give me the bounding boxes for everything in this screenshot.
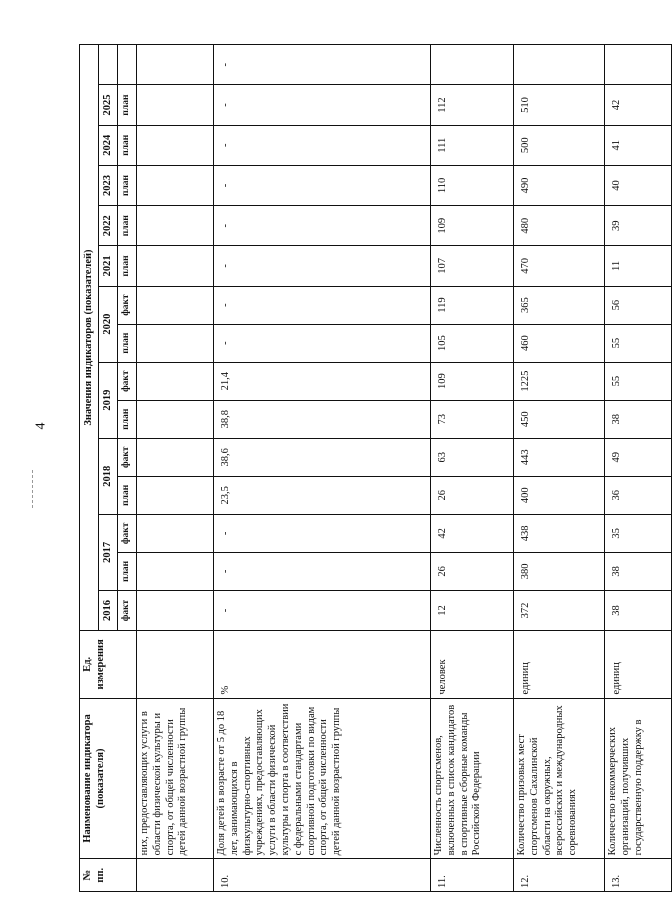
value-cell: 490 <box>514 165 605 205</box>
value-cell: 380 <box>514 552 605 590</box>
value-cell: 56 <box>605 286 672 324</box>
value-cell: 39 <box>605 206 672 246</box>
value-cell <box>137 85 214 125</box>
value-cell <box>137 246 214 286</box>
value-cell: 38,6 <box>214 438 431 476</box>
sub-2019-plan: план <box>118 400 137 438</box>
value-cell <box>431 45 514 85</box>
value-cell <box>137 362 214 400</box>
value-cell: 12 <box>431 590 514 630</box>
value-cell: 23,5 <box>214 476 431 514</box>
value-cell: 38 <box>605 590 672 630</box>
year-2018: 2018 <box>99 438 118 514</box>
value-cell: 119 <box>431 286 514 324</box>
value-cell: 1225 <box>514 362 605 400</box>
value-cell: - <box>214 324 431 362</box>
table-row <box>605 45 672 892</box>
sub-2023-plan: план <box>118 165 137 205</box>
value-cell <box>137 45 214 85</box>
indicator-name: Количество призовых мест спортсменов Сахалинской области на окружных, всероссийских и международных соревнованиях <box>514 698 605 859</box>
indicator-name: Численность спортсменов, включенных в список кандидатов в спортивные сборные команды Российской Федерации <box>431 698 514 859</box>
value-cell: 460 <box>514 324 605 362</box>
indicator-name: Доля детей в возрасте от 5 до 18 лет, занимающихся в физкультурно-спортивных учреждениях, предоставляющих услуги в области физической культуры и спорта в соответствии с федеральными стандартами спортивной подготовки по видам спорта, от общей численности детей данной возрастной группы <box>214 698 431 859</box>
value-cell: 35 <box>605 514 672 552</box>
year-2023: 2023 <box>99 165 118 205</box>
value-cell: - <box>214 165 431 205</box>
sub-2020-fact: факт <box>118 286 137 324</box>
value-cell: 42 <box>605 85 672 125</box>
sub-2024-plan: план <box>118 125 137 165</box>
sub-2018-plan: план <box>118 476 137 514</box>
value-cell: 26 <box>431 476 514 514</box>
value-cell: 438 <box>514 514 605 552</box>
row-number: 11. <box>431 859 514 892</box>
unit <box>137 631 214 698</box>
row-number <box>137 859 214 892</box>
value-cell: 107 <box>431 246 514 286</box>
value-cell: 110 <box>431 165 514 205</box>
sub-2021-plan: план <box>118 246 137 286</box>
year-2017: 2017 <box>99 514 118 590</box>
value-cell <box>137 438 214 476</box>
value-cell: 470 <box>514 246 605 286</box>
value-cell: 443 <box>514 438 605 476</box>
value-cell <box>137 324 214 362</box>
value-cell <box>137 165 214 205</box>
header-values: Значения индикаторов (показателей) <box>80 45 99 631</box>
value-cell: 510 <box>514 85 605 125</box>
value-cell: - <box>214 206 431 246</box>
year-2025: 2025 <box>99 85 118 125</box>
year-2021: 2021 <box>99 246 118 286</box>
value-cell <box>514 45 605 85</box>
indicator-name: Количество некоммерческих организаций, получивших государственную поддержку в <box>605 698 672 859</box>
sub-2020-plan: план <box>118 324 137 362</box>
year-2020: 2020 <box>99 286 118 362</box>
value-cell <box>137 590 214 630</box>
value-cell: 105 <box>431 324 514 362</box>
value-cell: - <box>214 286 431 324</box>
sub-2017-plan: план <box>118 552 137 590</box>
row-number: 10. <box>214 859 431 892</box>
value-cell: 21,4 <box>214 362 431 400</box>
value-cell: 55 <box>605 324 672 362</box>
value-cell: 372 <box>514 590 605 630</box>
value-cell: 38 <box>605 400 672 438</box>
indicator-table <box>79 44 672 892</box>
table-row <box>431 45 514 892</box>
year-2024: 2024 <box>99 125 118 165</box>
header-name: Наименование индикатора (показателя) <box>80 698 137 859</box>
value-cell <box>605 45 672 85</box>
sub-2025-plan: план <box>118 85 137 125</box>
value-cell: - <box>214 514 431 552</box>
value-cell <box>137 400 214 438</box>
year-2016: 2016 <box>99 590 118 630</box>
year-extra <box>99 45 118 85</box>
value-cell: 40 <box>605 165 672 205</box>
value-cell: - <box>214 590 431 630</box>
value-cell: 450 <box>514 400 605 438</box>
sub-extra <box>118 45 137 85</box>
sub-2017-fact: факт <box>118 514 137 552</box>
table-row <box>137 45 214 892</box>
value-cell: 111 <box>431 125 514 165</box>
header-num: № пп. <box>80 859 137 892</box>
value-cell: 73 <box>431 400 514 438</box>
value-cell: 11 <box>605 246 672 286</box>
value-cell: 36 <box>605 476 672 514</box>
row-number: 13. <box>605 859 672 892</box>
value-cell: - <box>214 85 431 125</box>
value-cell: 38 <box>605 552 672 590</box>
value-cell: 109 <box>431 206 514 246</box>
value-cell <box>137 514 214 552</box>
page-number: 4 <box>33 422 49 430</box>
value-cell <box>137 552 214 590</box>
indicator-name: них, предоставляющих услуги в области физической культуры и спорта, от общей численности детей данной возрастной группы <box>137 698 214 859</box>
value-cell <box>137 125 214 165</box>
value-cell: 500 <box>514 125 605 165</box>
value-cell: - <box>214 552 431 590</box>
sub-2019-fact: факт <box>118 362 137 400</box>
unit: единиц <box>605 631 672 698</box>
table-row <box>214 45 431 892</box>
unit: % <box>214 631 431 698</box>
value-cell: - <box>214 125 431 165</box>
value-cell <box>137 206 214 246</box>
header-unit: Ед. измерения <box>80 631 137 698</box>
value-cell: 26 <box>431 552 514 590</box>
table-row <box>514 45 605 892</box>
value-cell: 41 <box>605 125 672 165</box>
value-cell: 112 <box>431 85 514 125</box>
value-cell: 49 <box>605 438 672 476</box>
value-cell: 400 <box>514 476 605 514</box>
year-2019: 2019 <box>99 362 118 438</box>
value-cell: 365 <box>514 286 605 324</box>
value-cell: 38,8 <box>214 400 431 438</box>
row-number: 12. <box>514 859 605 892</box>
value-cell: - <box>214 246 431 286</box>
value-cell <box>137 476 214 514</box>
value-cell: - <box>214 45 431 85</box>
value-cell <box>137 286 214 324</box>
value-cell: 42 <box>431 514 514 552</box>
sub-2022-plan: план <box>118 206 137 246</box>
value-cell: 480 <box>514 206 605 246</box>
year-2022: 2022 <box>99 206 118 246</box>
sub-2016-fact: факт <box>118 590 137 630</box>
value-cell: 109 <box>431 362 514 400</box>
value-cell: 55 <box>605 362 672 400</box>
value-cell: 63 <box>431 438 514 476</box>
unit: единиц <box>514 631 605 698</box>
unit: человек <box>431 631 514 698</box>
scan-artifact <box>32 470 35 508</box>
sub-2018-fact: факт <box>118 438 137 476</box>
